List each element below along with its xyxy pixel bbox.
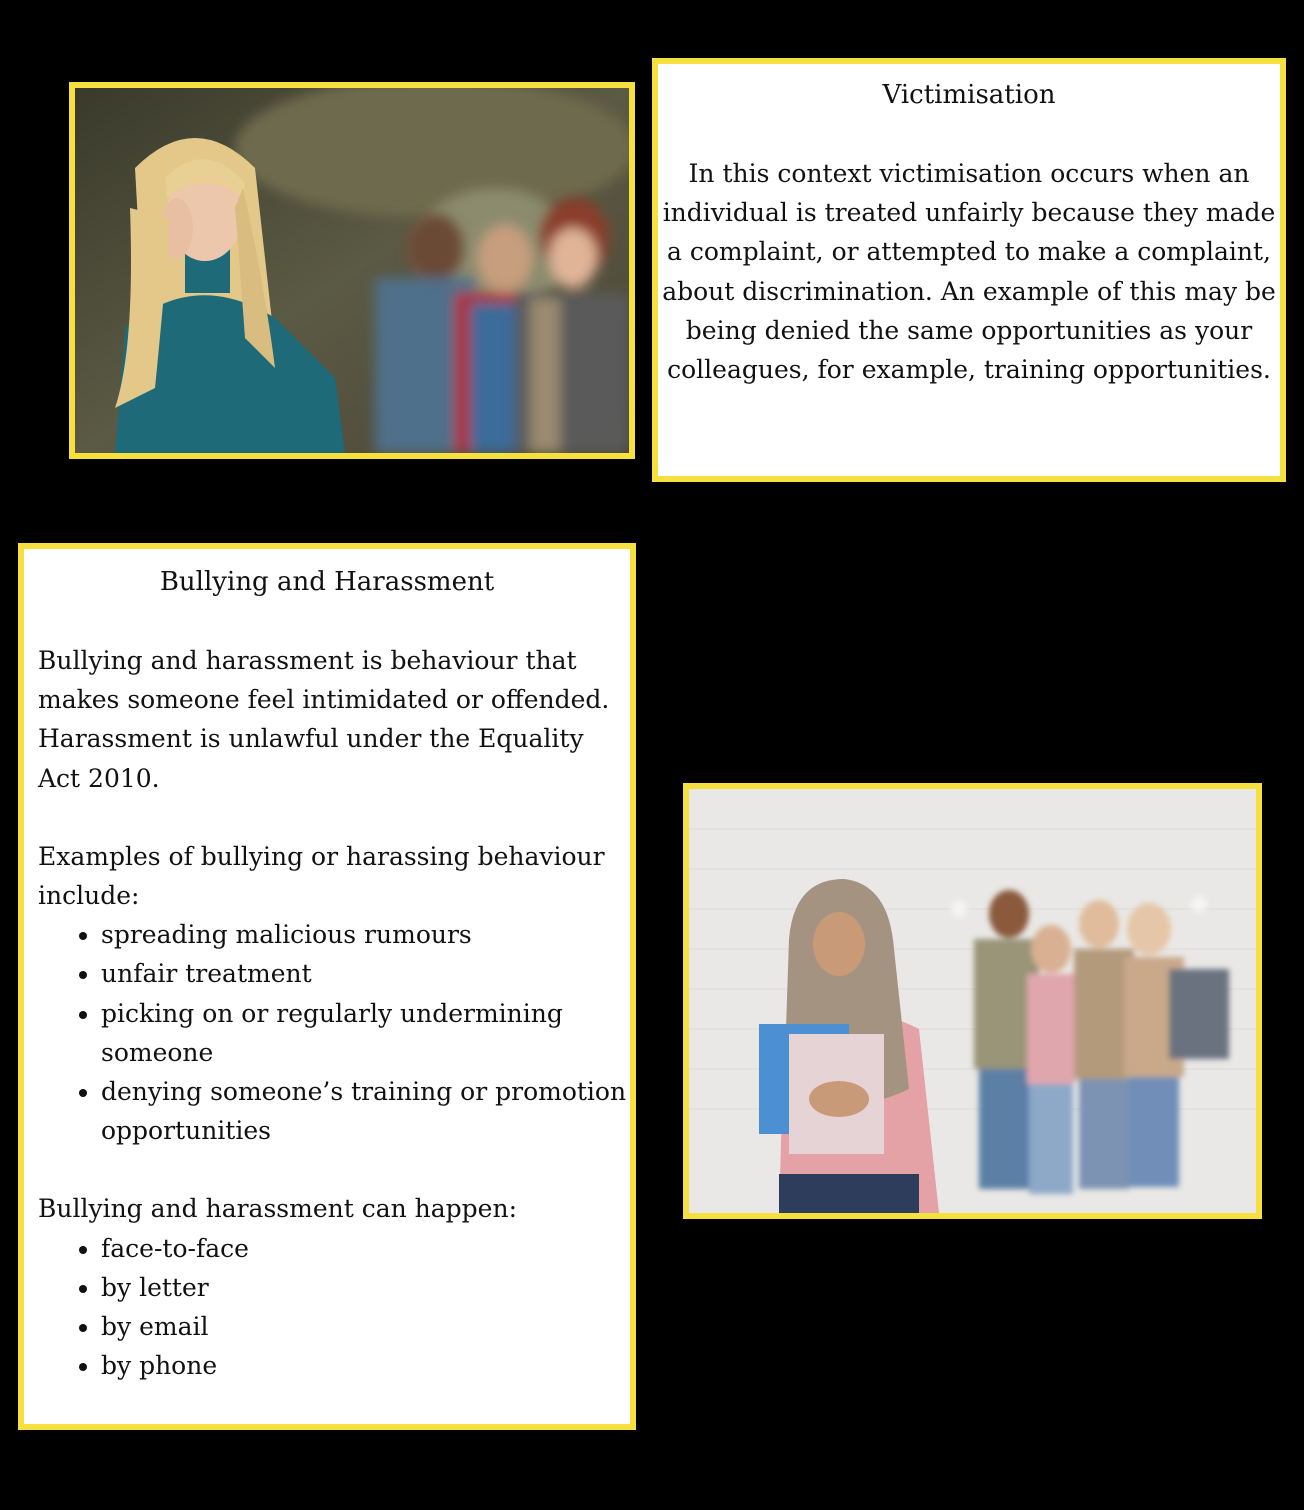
bullying-channels-heading: Bullying and harassment can happen: xyxy=(38,1194,517,1224)
victimisation-body: In this context victimisation occurs when an individual is treated unfairly because they made a complaint, or attempted to make a complaint, about discrimination. An example of this may be being denied the same opportunities as your colleagues, for example, training opportunities. xyxy=(662,159,1276,385)
victimisation-photo xyxy=(69,82,635,459)
bullying-channels-list xyxy=(38,1229,630,1386)
list-item: • denying someone’s training or promotion opportunities xyxy=(101,1072,630,1150)
list-item: • spreading malicious rumours xyxy=(101,915,630,954)
bullying-card xyxy=(18,543,636,1430)
bullying-title: Bullying and Harassment xyxy=(159,567,495,597)
bullying-examples-list xyxy=(38,915,630,1150)
list-item: • by email xyxy=(101,1307,630,1346)
list-item: • by phone xyxy=(101,1346,630,1385)
bullying-intro: Bullying and harassment is behaviour that makes someone feel intimidated or offended. Harassment is unlawful under the Equality Act 2010. xyxy=(38,646,610,793)
list-item: • by letter xyxy=(101,1268,630,1307)
victimisation-card xyxy=(652,58,1286,482)
bullying-photo xyxy=(683,783,1262,1219)
victimisation-title: Victimisation xyxy=(882,80,1056,110)
bullying-body xyxy=(24,641,630,1385)
bullying-examples-heading: Examples of bullying or harassing behaviour include: xyxy=(38,841,605,911)
list-item: • face-to-face xyxy=(101,1229,630,1268)
list-item: • unfair treatment xyxy=(101,954,630,993)
list-item: • picking on or regularly undermining someone xyxy=(101,994,630,1072)
